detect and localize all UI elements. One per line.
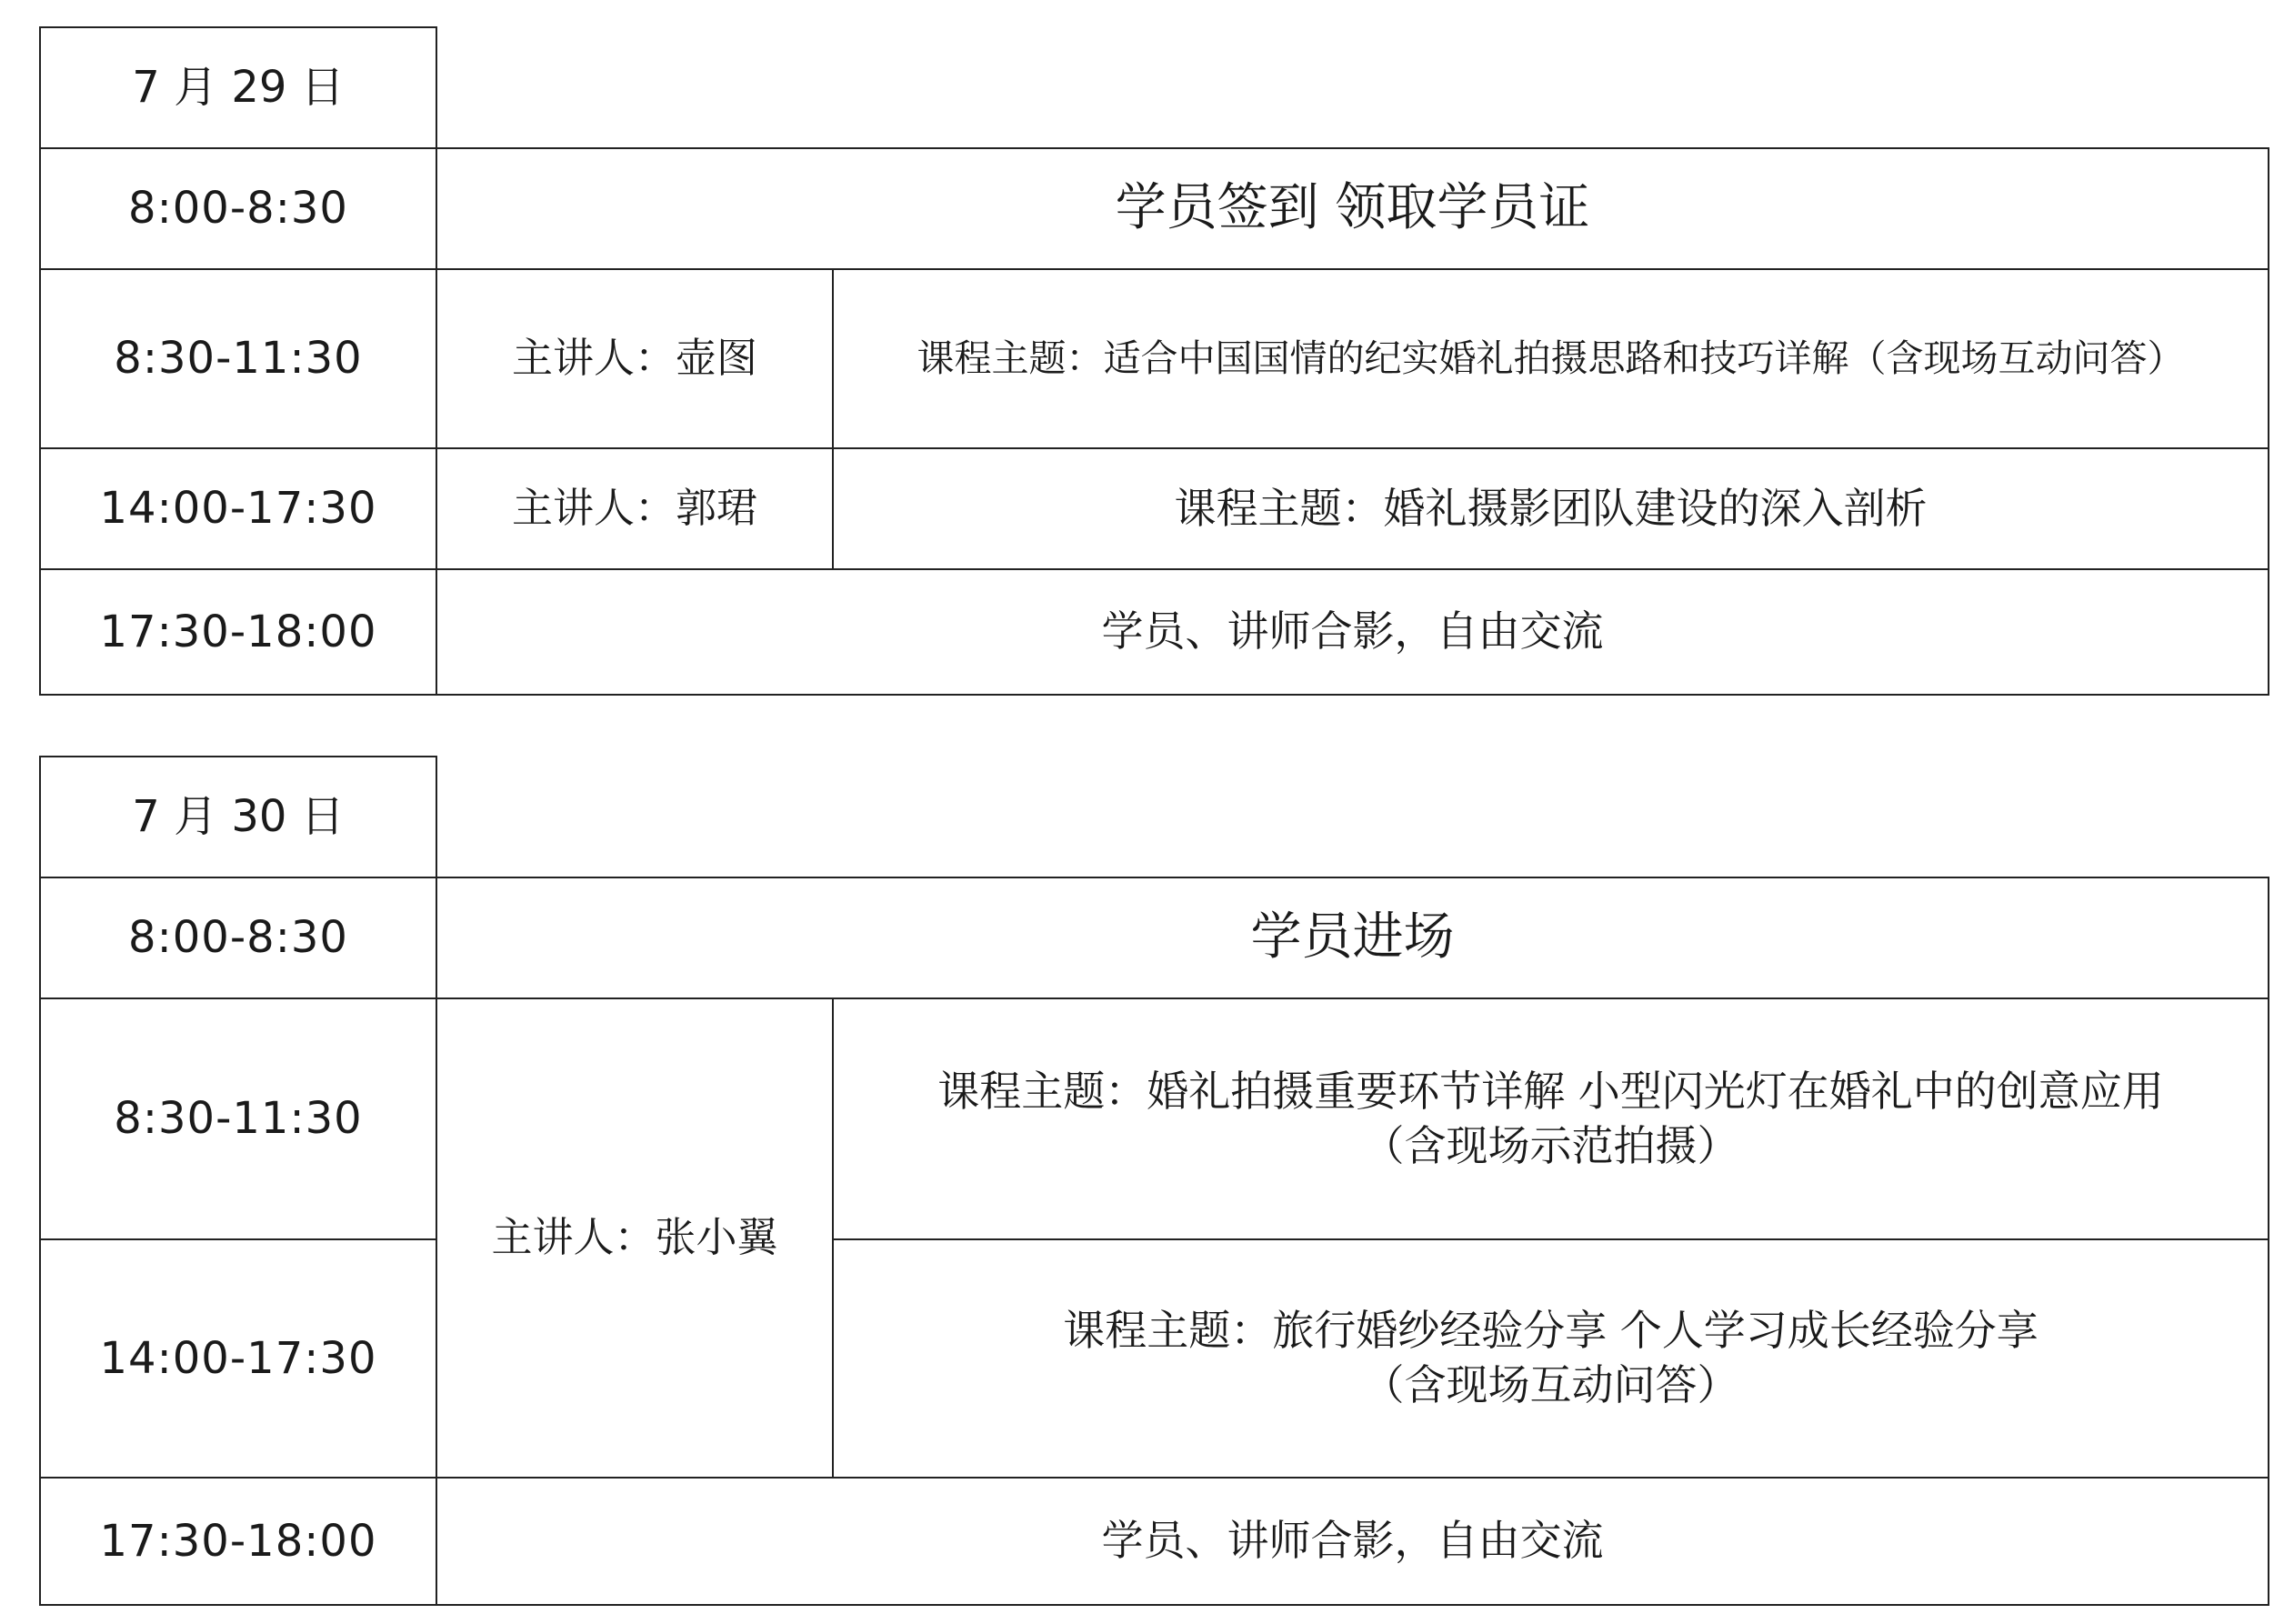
day1-row1-time-cell	[39, 147, 437, 270]
day1-row1-content: 学员签到 领取学员证	[1115, 178, 1590, 238]
day1-row1-content-cell	[436, 147, 2269, 270]
day2-row4-content-cell	[436, 1477, 2269, 1606]
day2-date-cell	[39, 756, 437, 878]
day2-speaker: 主讲人：张小翼	[491, 1213, 778, 1262]
day1-row3-time-cell	[39, 447, 437, 570]
day2-row4-time-cell	[39, 1477, 437, 1606]
day1-row4-content: 学员、讲师合影，自由交流	[1101, 606, 1604, 657]
day1-row3-topic-cell	[832, 447, 2269, 570]
day2-row3-topic-line2: （含现场互动问答）	[1362, 1360, 1739, 1409]
day2-row1-time: 8:00-8:30	[128, 912, 348, 964]
day1-row3-speaker: 主讲人：郭珺	[511, 484, 757, 533]
day2-row2-topic-line2: （含现场示范拍摄）	[1362, 1120, 1739, 1170]
day2-row2-topic-line1: 课程主题：婚礼拍摄重要环节详解 小型闪光灯在婚礼中的创意应用	[937, 1066, 2164, 1116]
day2-row3-topic-cell	[832, 1238, 2269, 1479]
day2-row4-time: 17:30-18:00	[99, 1515, 377, 1567]
day1-row3-speaker-cell	[436, 447, 834, 570]
day2-row3-time-cell	[39, 1238, 437, 1479]
day1-date-cell	[39, 26, 437, 149]
day1-row4-content-cell	[436, 568, 2269, 696]
day1-row3-time: 14:00-17:30	[99, 483, 377, 535]
day2-row4-content: 学员、讲师合影，自由交流	[1101, 1516, 1604, 1566]
day2-row2-time: 8:30-11:30	[114, 1093, 363, 1145]
day2-speaker-cell	[436, 997, 834, 1479]
day2-row2-time-cell	[39, 997, 437, 1240]
day1-row3-topic: 课程主题：婚礼摄影团队建设的深入剖析	[1174, 483, 1928, 533]
day2-row2-topic-cell	[832, 997, 2269, 1240]
day2-row3-time: 14:00-17:30	[99, 1332, 377, 1384]
day1-row2-speaker-cell	[436, 268, 834, 449]
day1-row2-time: 8:30-11:30	[114, 333, 363, 385]
day1-row2-topic: 课程主题：适合中国国情的纪实婚礼拍摄思路和技巧详解（含现场互动问答）	[917, 336, 2185, 380]
day1-row2-time-cell	[39, 268, 437, 449]
day1-row4-time: 17:30-18:00	[99, 606, 377, 657]
day2-date: 7 月 30 日	[132, 791, 345, 843]
day1-row4-time-cell	[39, 568, 437, 696]
day2-row3-topic-line1: 课程主题：旅行婚纱经验分享 个人学习成长经验分享	[1063, 1306, 2039, 1356]
day1-row1-time: 8:00-8:30	[128, 183, 348, 235]
day1-date: 7 月 29 日	[132, 62, 345, 114]
day1-row2-topic-cell	[832, 268, 2269, 449]
day2-row1-content-cell	[436, 877, 2269, 999]
day1-row2-speaker: 主讲人：壶图	[511, 334, 757, 383]
day2-row1-content: 学员进场	[1250, 907, 1455, 967]
day2-row1-time-cell	[39, 877, 437, 999]
